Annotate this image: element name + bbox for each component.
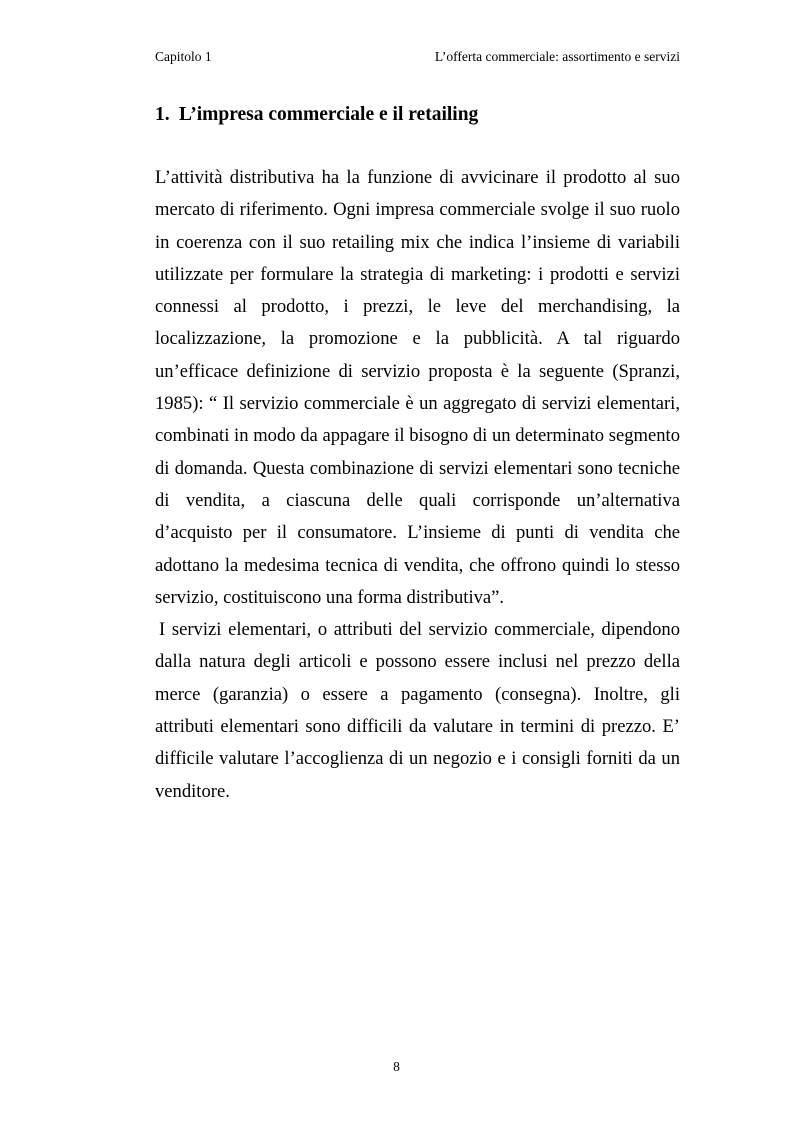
section-heading bbox=[155, 103, 478, 127]
body-text bbox=[155, 162, 680, 808]
chapter-title: L’offerta commerciale: assortimento e servizi bbox=[434, 49, 680, 64]
running-header bbox=[155, 48, 680, 66]
paragraph: L’attività distributiva ha la funzione di avvicinare il prodotto al suo mercato di riferimento. Ogni impresa commerciale svolge il suo ruolo in coerenza con il suo retailing mix che indica l’insieme di variabili utilizzate per formulare la strategia di marketing: i prodotti e servizi connessi al prodotto, i prezzi, le leve del merchandising, la localizzazione, la promozione e la pubblicità. A tal riguardo un’efficace definizione di servizio proposta è la seguente (Spranzi, 1985): “ Il servizio commerciale è un aggregato di servizi elementari, combinati in modo da appagare il bisogno di un determinato segmento di domanda. Questa combinazione di servizi elementari sono tecniche di vendita, a ciascuna delle quali corrisponde un’alternativa d’acquisto per il consumatore. L’insieme di punti di vendita che adottano la medesima tecnica di vendita, che offrono quindi lo stesso servizio, costituiscono una forma distributiva”. bbox=[155, 167, 680, 608]
chapter-label: Capitolo 1 bbox=[155, 49, 212, 64]
section-title: L’impresa commerciale e il retailing bbox=[179, 104, 479, 125]
page-number: 8 bbox=[393, 1059, 400, 1074]
paragraph: I servizi elementari, o attributi del servizio commerciale, dipendono dalla natura degli articoli e possono essere inclusi nel prezzo della merce (garanzia) o essere a pagamento (consegna). Inoltre, gli attributi elementari sono difficili da valutare in termini di prezzo. E’ difficile valutare l’accoglienza di un negozio e i consigli forniti da un venditore. bbox=[155, 619, 680, 802]
section-number: 1. bbox=[155, 104, 170, 125]
